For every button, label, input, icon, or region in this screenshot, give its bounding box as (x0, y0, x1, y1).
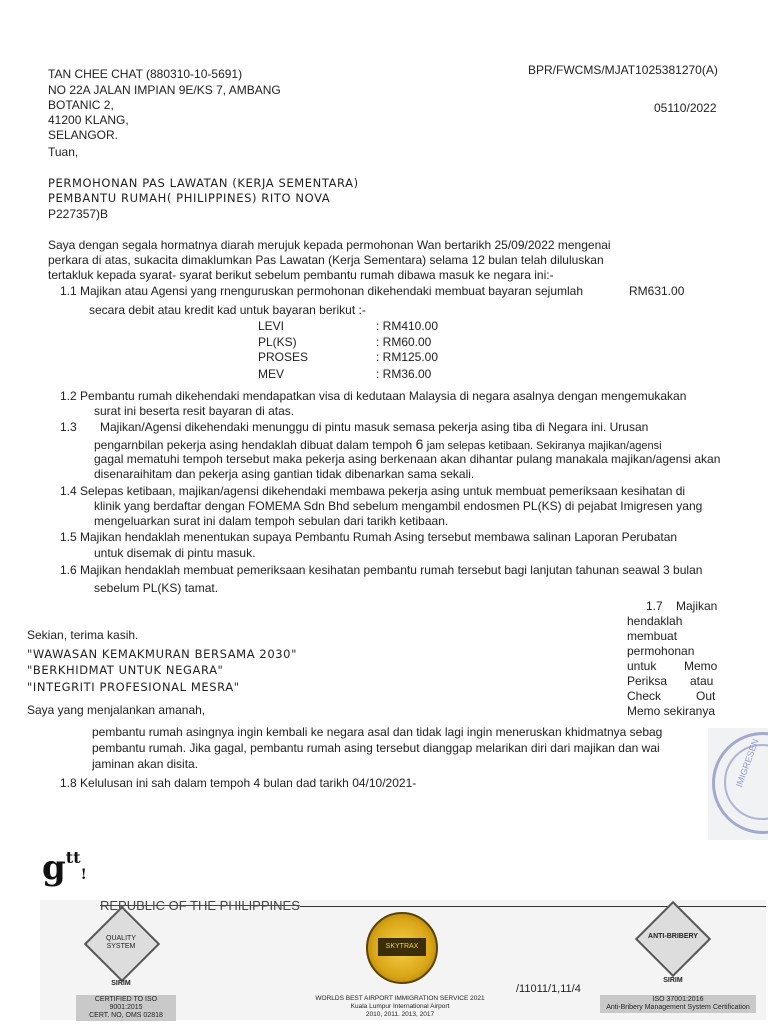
badge-label: ANTI-BRIBERY (648, 933, 698, 940)
slogan: "INTEGRITI PROFESIONAL MESRA" (27, 680, 240, 694)
republic-heading: REPUBLIC OF THE PHILIPPINES (100, 898, 300, 913)
total-amount: RM631.00 (629, 284, 685, 298)
slogan: "WAWASAN KEMAKMURAN BERSAMA 2030" (27, 647, 297, 661)
item-text: gagal mematuhi tempoh tersebut maka pekerja asing berkenaan akan dihantar pulang manakala majikan/agensi akan (94, 452, 721, 466)
item-text: mengeluarkan surat ini dalam tempoh sebulan dari tarikh ketibaan. (94, 514, 449, 528)
recipient-line: TAN CHEE CHAT (880310-10-5691) (48, 67, 243, 81)
signoff: Saya yang menjalankan amanah, (27, 703, 206, 717)
fee-label: LEVI (258, 319, 285, 333)
column-word: Majikan (676, 599, 718, 613)
fee-value: : RM410.00 (376, 319, 439, 333)
recipient-line: BOTANIC 2, (48, 98, 114, 112)
fee-value: : RM125.00 (376, 350, 439, 364)
award-medal-label: SKYTRAX (378, 938, 426, 956)
reference-number: BPR/FWCMS/MJAT1025381270(A) (528, 63, 718, 77)
column-word: membuat (627, 629, 678, 643)
item-text: sebelum PL(KS) tamat. (94, 581, 219, 595)
fee-value: : RM36.00 (376, 367, 432, 381)
item-text: 1.2 Pembantu rumah dikehendaki mendapatkan visa di kedutaan Malaysia di negara asalnya dengan mengemukakan (60, 389, 687, 403)
footer-rule (300, 906, 766, 907)
reference-mark: /11011/1,11/4 (516, 983, 581, 995)
certification-text (600, 995, 756, 1013)
item-text: 1.5 Majikan hendaklah menentukan supaya Pembantu Rumah Asing tersebut membawa salinan Laporan Perubatan (60, 530, 678, 544)
recipient-line: 41200 KLANG, (48, 113, 129, 127)
cert-line: CERT. NO, OMS 02818 (89, 1012, 163, 1019)
closing-thanks: Sekian, terima kasih. (27, 628, 139, 642)
subject-line: PERMOHONAN PAS LAWATAN (KERJA SEMENTARA) (48, 176, 359, 190)
item-1-8: 1.8 Kelulusan ini sah dalam tempoh 4 bulan dad tarikh 04/10/2021- (60, 776, 417, 790)
item-text: jaminan akan disita. (92, 757, 199, 771)
slogan: "BERKHIDMAT UNTUK NEGARA" (27, 663, 224, 677)
department-logo: $g^{tt}$! (42, 848, 87, 888)
subject-line: P227357)B (48, 207, 109, 221)
hours-value: 6 (415, 436, 424, 452)
column-word: Memo (684, 659, 718, 673)
item-text: untuk disemak di pintu masuk. (94, 546, 256, 560)
award-text (302, 995, 498, 1019)
item-1-7-continuation (92, 725, 704, 775)
intro-line: tertakluk kepada syarat- syarat berikut sebelum pembantu rumah dibawa masuk ke negara ini:- (48, 268, 554, 282)
item-text: Majikan/Agensi dikehendaki menunggu di pintu masuk semasa pekerja asing tiba di Negara ini. Urusan (100, 420, 649, 434)
column-word: Memo sekiranya (627, 704, 716, 718)
item-text: pembantu rumah asingnya ingin kembali ke negara asal dan tidak lagi ingin meneruskan khidmatnya sebag (92, 725, 663, 739)
item-text: 1.6 Majikan hendaklah membuat pemeriksaan kesihatan pembantu rumah tersebut bagi lanjutan tahunan seawal 3 bulan (60, 563, 703, 577)
sirim-label: SIRIM (663, 977, 683, 984)
intro-line: perkara di atas, sukacita dimaklumkan Pas Lawatan (Kerja Sementara) selama 12 bulan telah diluluskan (48, 253, 604, 267)
letter-date: 05110/2022 (654, 101, 717, 115)
fee-label: PROSES (258, 350, 309, 364)
item-text: surat ini beserta resit bayaran di atas. (94, 404, 295, 418)
recipient-line: SELANGOR. (48, 128, 119, 142)
column-word: Out (696, 689, 716, 703)
item-text-part: pengarnbilan pekerja asing hendaklah dibuat dalam tempoh (94, 438, 413, 452)
column-word: hendaklah (627, 614, 683, 628)
recipient-line: NO 22A JALAN IMPIAN 9E/KS 7, AMBANG (48, 83, 281, 97)
column-word: 1.7 (646, 599, 663, 613)
cert-line: CERTIFIED TO ISO 9001:2015 (94, 996, 158, 1011)
column-word: Check (627, 689, 662, 703)
item-text: pembantu rumah. Jika gagal, pembantu rumah asing tersebut dianggap melarikan diri dari majikan dan wai (92, 741, 660, 755)
column-word: Periksa (627, 674, 668, 688)
award-line: WORLDS BEST AIRPORT IMMIGRATION SERVICE 2021 (315, 995, 485, 1002)
award-line: Kuala Lumpur International Airport (350, 1003, 450, 1010)
subject-line: PEMBANTU RUMAH( PHILIPPINES) RITO NOVA (48, 191, 331, 205)
fee-label: MEV (258, 367, 285, 381)
item-number: 1.3 (60, 420, 77, 434)
fee-label: PL(KS) (258, 335, 297, 349)
column-word: untuk (627, 659, 657, 673)
column-word: atau (690, 674, 714, 688)
column-word: permohonan (627, 644, 695, 658)
certification-text (76, 995, 176, 1021)
salutation: Tuan, (48, 145, 79, 159)
item-text: secara debit atau kredit kad untuk bayaran berikut :- (89, 303, 366, 317)
award-medal-icon (366, 912, 438, 984)
badge-label: QUALITY SYSTEM (106, 935, 136, 950)
official-stamp (708, 728, 768, 840)
intro-line: Saya dengan segala hormatnya diarah merujuk kepada permohonan Wan bertarikh 25/09/2022 mengenai (48, 238, 611, 252)
sirim-label: SIRIM (111, 980, 131, 987)
item-text: 1.4 Selepas ketibaan, majikan/agensi dikehendaki membawa pekerja asing untuk membuat pemeriksaan kesihatan di (60, 484, 686, 498)
fee-value: : RM60.00 (376, 335, 432, 349)
cert-line: ISO 37001:2016 (652, 996, 704, 1003)
item-text-part: jam selepas ketibaan. Sekiranya majikan/agensi (426, 440, 662, 452)
item-text: klinik yang berdaftar dengan FOMEMA Sdn Bhd sebelum mengambil endosmen PL(KS) di pejabat Imigresen yang (94, 499, 703, 513)
award-line: 2010, 2011. 2013, 2017 (365, 1011, 435, 1018)
item-text: disenaraihitam dan pekerja asing gantian tidak dibenarkan sama sekali. (94, 467, 475, 481)
cert-line: Anti-Bribery Management System Certification (606, 1004, 750, 1011)
item-text: 1.1 Majikan atau Agensi yang rnenguruskan permohonan dikehendaki membuat bayaran sejumlah (60, 284, 584, 298)
stamp-text: IMIGRESEN (733, 737, 761, 789)
